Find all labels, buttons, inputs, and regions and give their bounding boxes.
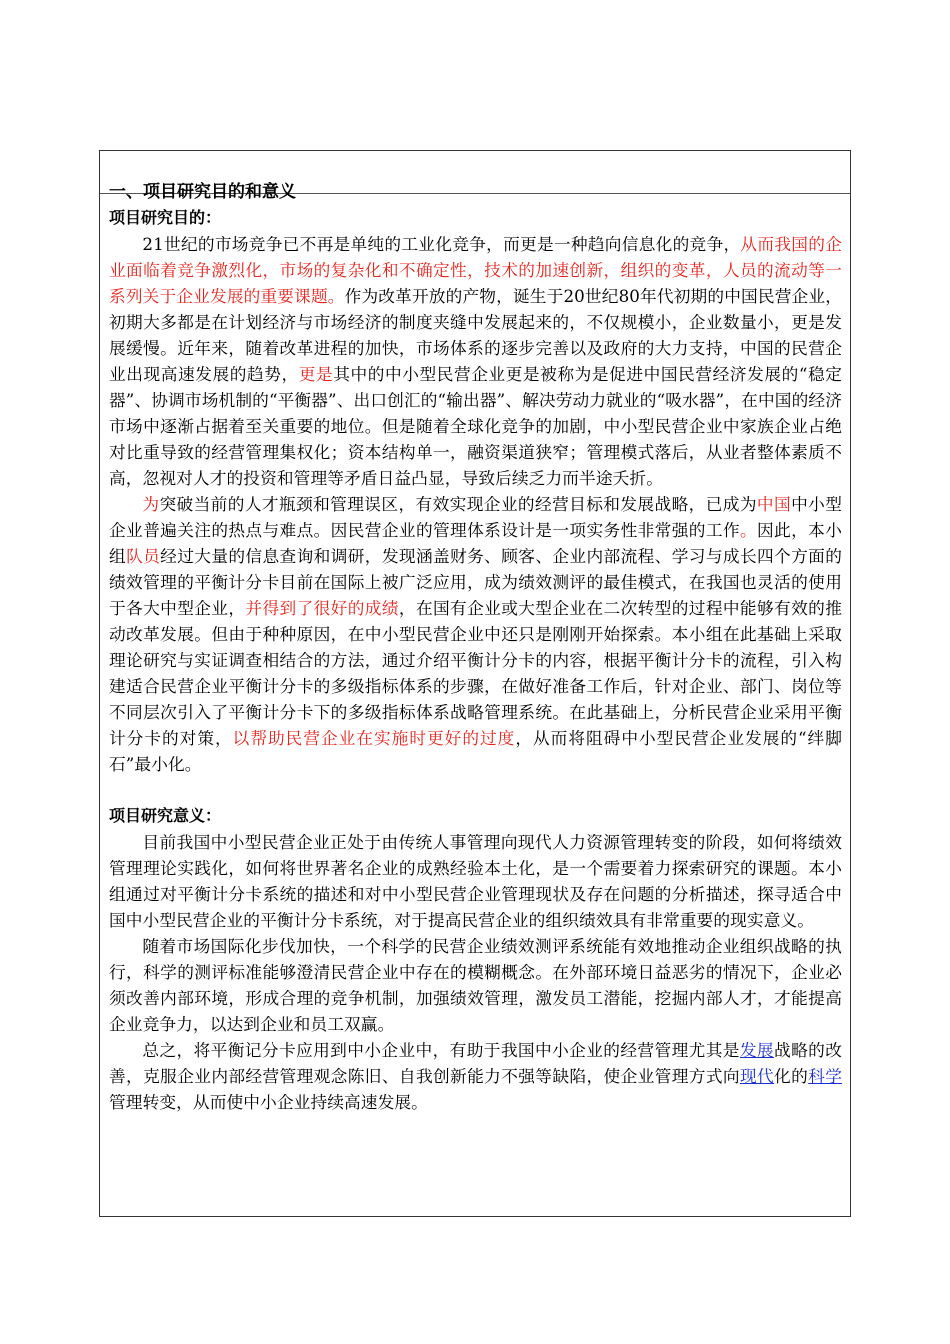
body-text: 经过大量的信息查询和调研，发现涵盖财务、顾客、企业内部流程、学习与成长四个方面的绩效管理的平衡计分卡目前在国际上被广泛应用，成为绩效测评的最佳模式，在我国也灵活的使用于各大中型企业， (109, 546, 842, 618)
body-text: 管理转变，从而使中小企业持续高速发展。 (109, 1092, 428, 1112)
body-text: 作为改革开放的产物，诞生于20世纪80年代初期的中国民营企业，初期大多都是在计划经济与市场经济的制度夹缝中发展起来的，不仅规模小，企业数量小，更是发展缓慢。近年来，随着改革进程的加快，市场体系的逐步完善以及政府的大力支持，中国的民营企业出现高速发展的趋势， (109, 286, 842, 384)
paragraph-gap (109, 777, 842, 803)
body-text: 因此，本小组 (109, 520, 842, 566)
body-text: ，从而将阻碍中小型民营企业发展的“绊脚石”最小化。 (109, 728, 842, 774)
body-text: 总之，将平衡记分卡应用到中小企业中，有助于我国中小企业的经营管理尤其是 (142, 1040, 740, 1060)
document-content (109, 179, 842, 1115)
significance-paragraph-3 (109, 1037, 842, 1115)
body-text: 化的 (774, 1066, 809, 1086)
body-text: ，在国有企业或大型企业在二次转型的过程中能够有效的推动改革发展。但由于种种原因，在中小型民营企业中还只是刚刚开始探索。本小组在此基础上采取理论研究与实证调查相结合的方法，通过介绍平衡计分卡的内容，根据平衡计分卡的流程，引入构建适合民营企业平衡计分卡的多级指标体系的步骤，在做好准备工作后，针对企业、部门、岗位等不同层次引入了平衡计分卡下的多级指标体系战略管理系统。在此基础上，分析民营企业采用平衡计分卡的对策， (109, 598, 842, 748)
hyperlink-text[interactable]: 发展 (739, 1040, 774, 1060)
hyperlink-text[interactable]: 科学 (808, 1066, 842, 1086)
purpose-heading: 项目研究目的： (109, 208, 222, 227)
body-text: 目前我国中小型民营企业正处于由传统人事管理向现代人力资源管理转变的阶段，如何将绩效管理理论实践化，如何将世界著名企业的成熟经验本土化，是一个需要着力探索研究的课题。本小组通过对平衡计分卡系统的描述和对中小型民营企业管理现状及存在问题的分析描述，探寻适合中国中小型民营企业的平衡计分卡系统，对于提高民营企业的组织绩效具有非常重要的现实意义。 (109, 832, 842, 930)
significance-heading: 项目研究意义： (109, 806, 222, 825)
highlighted-text: 更是 (298, 364, 334, 384)
body-text: 21世纪的市场竞争已不再是单纯的工业化竞争，而更是一种趋向信息化的竞争， (142, 234, 741, 254)
section-title: 一、项目研究目的和意义 (109, 182, 296, 202)
purpose-paragraph-1 (109, 231, 842, 491)
body-text: 突破当前的人才瓶颈和管理误区，有效实现企业的经营目标和发展战略，已成为 (159, 494, 757, 514)
significance-paragraph-2 (109, 933, 842, 1037)
document-frame (99, 150, 851, 1217)
significance-paragraph-1 (109, 829, 842, 933)
body-text: 战略的改善，克服企业内部经营管理观念陈旧、自我创新能力不强等缺陷，使企业管理方式向 (109, 1040, 842, 1086)
body-text: 随着市场国际化步伐加快，一个科学的民营企业绩效测评系统能有效地推动企业组织战略的执行，科学的测评标准能够澄清民营企业中存在的模糊概念。在外部环境日益恶劣的情况下，企业必须改善内部环境，形成合理的竞争机制，加强绩效管理，激发员工潜能，挖掘内部人才，才能提高企业竞争力，以达到企业和员工双赢。 (109, 936, 842, 1034)
highlighted-text: 中国 (756, 494, 792, 514)
body-text: 其中的中小型民营企业更是被称为是促进中国民营经济发展的“稳定器”、协调市场机制的“平衡器”、出口创汇的“输出器”、解决劳动力就业的“吸水器”，在中国的经济市场中逐渐占据着至关重要的地位。但是随着全球化竞争的加剧，中小型民营企业中家族企业占绝对比重导致的经营管理集权化；资本结构单一，融资渠道狭窄；管理模式落后，从业者整体素质不高，忽视对人才的投资和管理等矛盾日益凸显，导致后续乏力而半途夭折。 (109, 364, 842, 488)
highlighted-text: 从而我国的企业面临着竞争激烈化，市场的复杂化和不确定性，技术的加速创新，组织的变革，人员的流动等一系列关于企业发展的重要课题。 (109, 234, 842, 306)
hyperlink-text[interactable]: 现代 (739, 1066, 775, 1086)
highlighted-text: 以帮助民营企业在实施时更好的过度 (232, 728, 516, 748)
highlighted-text: 。 (739, 520, 757, 540)
highlighted-text: 队员 (126, 546, 161, 566)
body-text: 中小型企业普遍关注的热点与难点。因民营企业的管理体系设计是一项实务性非常强的工作 (109, 494, 842, 540)
purpose-paragraph-2 (109, 491, 842, 777)
highlighted-text: 并得到了很好的成绩 (245, 598, 399, 618)
highlighted-text: 为 (142, 494, 160, 514)
